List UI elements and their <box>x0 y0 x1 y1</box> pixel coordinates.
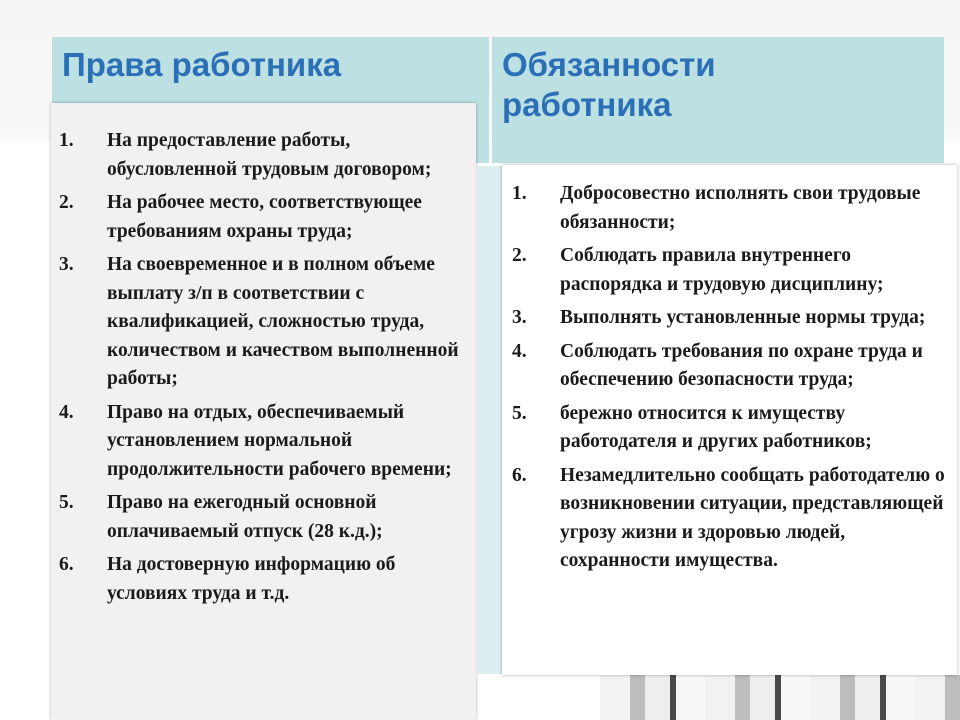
item-number: 1. <box>59 130 74 151</box>
item-text: Право на ежегодный основной оплачиваемый отпуск (28 к.д.); <box>107 492 383 542</box>
item-number: 3. <box>59 254 74 275</box>
duties-header <box>492 37 944 163</box>
item-number: 5. <box>512 402 527 424</box>
rights-list <box>59 127 469 613</box>
list-item <box>59 399 469 485</box>
rights-card <box>51 103 476 720</box>
list-item <box>512 462 952 576</box>
item-text: Соблюдать правила внутреннего распорядка и трудовую дисциплину; <box>560 245 884 295</box>
item-text: Соблюдать требования по охране труда и обеспечению безопасности труда; <box>560 340 923 390</box>
item-text: На своевременное и в полном объеме выплату з/п в соответствии с квалификацией, сложностью труда, количеством и качеством выполненной работы; <box>107 254 459 389</box>
item-text: На рабочее место, соответствующее требованиям охраны труда; <box>107 192 422 242</box>
background-photo <box>600 675 960 720</box>
list-item <box>59 127 469 184</box>
item-number: 5. <box>59 492 74 513</box>
item-number: 6. <box>512 464 527 486</box>
item-text: Незамедлительно сообщать работодателю о возникновении ситуации, представляющей угрозу жизни и здоровью людей, сохранности имущества. <box>560 464 945 571</box>
divider-strip <box>478 166 504 674</box>
list-item <box>59 551 469 608</box>
item-number: 4. <box>512 340 527 362</box>
list-item <box>59 189 469 246</box>
duties-title: Обязанности работника <box>502 46 716 123</box>
item-text: бережно относится к имуществу работодателя и других работников; <box>560 402 872 452</box>
item-text: На предоставление работы, обусловленной трудовым договором; <box>107 130 432 180</box>
duties-card <box>502 165 957 675</box>
item-text: Добросовестно исполнять свои трудовые обязанности; <box>560 183 921 233</box>
item-number: 6. <box>59 554 74 575</box>
item-number: 2. <box>512 245 527 266</box>
list-item <box>59 251 469 394</box>
item-number: 2. <box>59 192 74 213</box>
duties-list <box>512 180 952 581</box>
list-item <box>512 400 952 457</box>
item-number: 3. <box>512 307 527 328</box>
list-item <box>512 338 952 395</box>
item-number: 4. <box>59 401 74 423</box>
list-item <box>512 304 952 333</box>
list-item <box>59 489 469 546</box>
item-text: На достоверную информацию об условиях труда и т.д. <box>107 554 396 604</box>
list-item <box>512 180 952 237</box>
list-item <box>512 242 952 299</box>
item-number: 1. <box>512 183 527 204</box>
item-text: Выполнять установленные нормы труда; <box>560 307 926 328</box>
rights-title: Права работника <box>62 46 342 83</box>
item-text: Право на отдых, обеспечиваемый установлением нормальной продолжительности рабочего времени; <box>107 401 452 480</box>
